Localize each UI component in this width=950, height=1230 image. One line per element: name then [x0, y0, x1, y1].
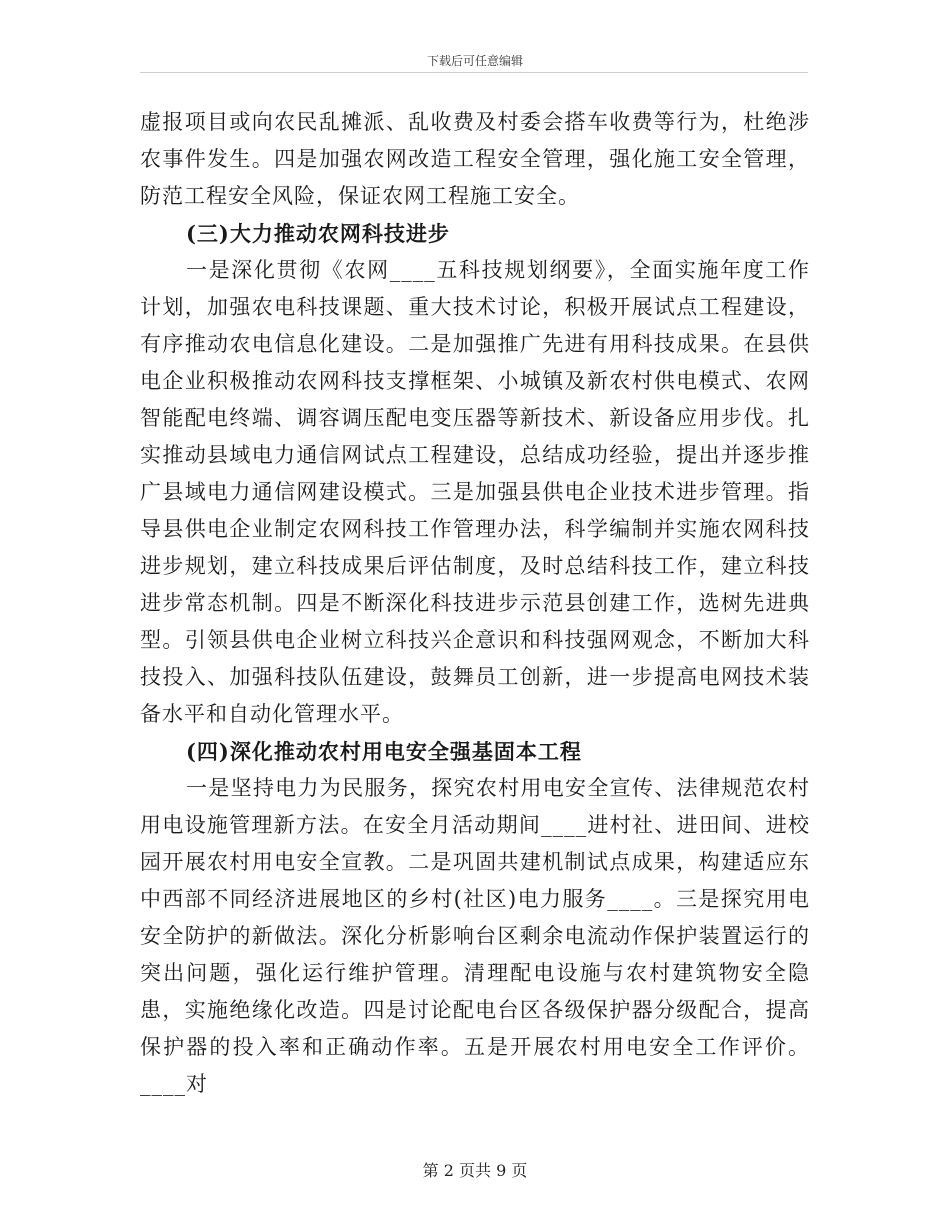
page-number: 第 2 页共 9 页 [422, 1161, 528, 1180]
page-body [140, 104, 810, 1103]
section-heading-3: (三)大力推动农网科技进步 [186, 221, 450, 246]
section-heading-4: (四)深化推动农村用电安全强基固本工程 [186, 739, 582, 764]
page-header: 下载后可任意编辑 [426, 54, 523, 68]
paragraph-continued: 虚报项目或向农民乱摊派、乱收费及村委会搭车收费等行为，杜绝涉农事件发生。四是加强农网改造工程安全管理，强化施工安全管理，防范工程安全风险，保证农网工程施工安全。 [140, 110, 810, 208]
header-divider [140, 72, 808, 73]
paragraph-tech-progress: 一是深化贯彻《农网____五科技规划纲要》，全面实施年度工作计划，加强农电科技课题、重大技术讨论，积极开展试点工程建设，有序推动农电信息化建设。二是加强推广先进有用科技成果。在县供电企业积极推动农网科技支撑框架、小城镇及新农村供电模式、农网智能配电终端、调容调压配电变压器等新技术、新设备应用步伐。扎实推动县域电力通信网试点工程建设，总结成功经验，提出并逐步推广县域电力通信网建设模式。三是加强县供电企业技术进步管理。指导县供电企业制定农网科技工作管理办法，科学编制并实施农网科技进步规划，建立科技成果后评估制度，及时总结科技工作，建立科技进步常态机制。四是不断深化科技进步示范县创建工作，选树先进典型。引领县供电企业树立科技兴企意识和科技强网观念，不断加大科技投入、加强科技队伍建设，鼓舞员工创新，进一步提高电网技术装备水平和自动化管理水平。 [140, 258, 810, 726]
paragraph-rural-safety: 一是坚持电力为民服务，探究农村用电安全宣传、法律规范农村用电设施管理新方法。在安全月活动期间____进村社、进田间、进校园开展农村用电安全宣教。二是巩固共建机制试点成果，构建适应东中西部不同经济进展地区的乡村(社区)电力服务____。三是探究用电安全防护的新做法。深化分析影响台区剩余电流动作保护装置运行的突出问题，强化运行维护管理。清理配电设施与农村建筑物安全隐患，实施绝缘化改造。四是讨论配电台区各级保护器分级配合，提高保护器的投入率和正确动作率。五是开展农村用电安全工作评价。____对 [140, 776, 810, 1096]
